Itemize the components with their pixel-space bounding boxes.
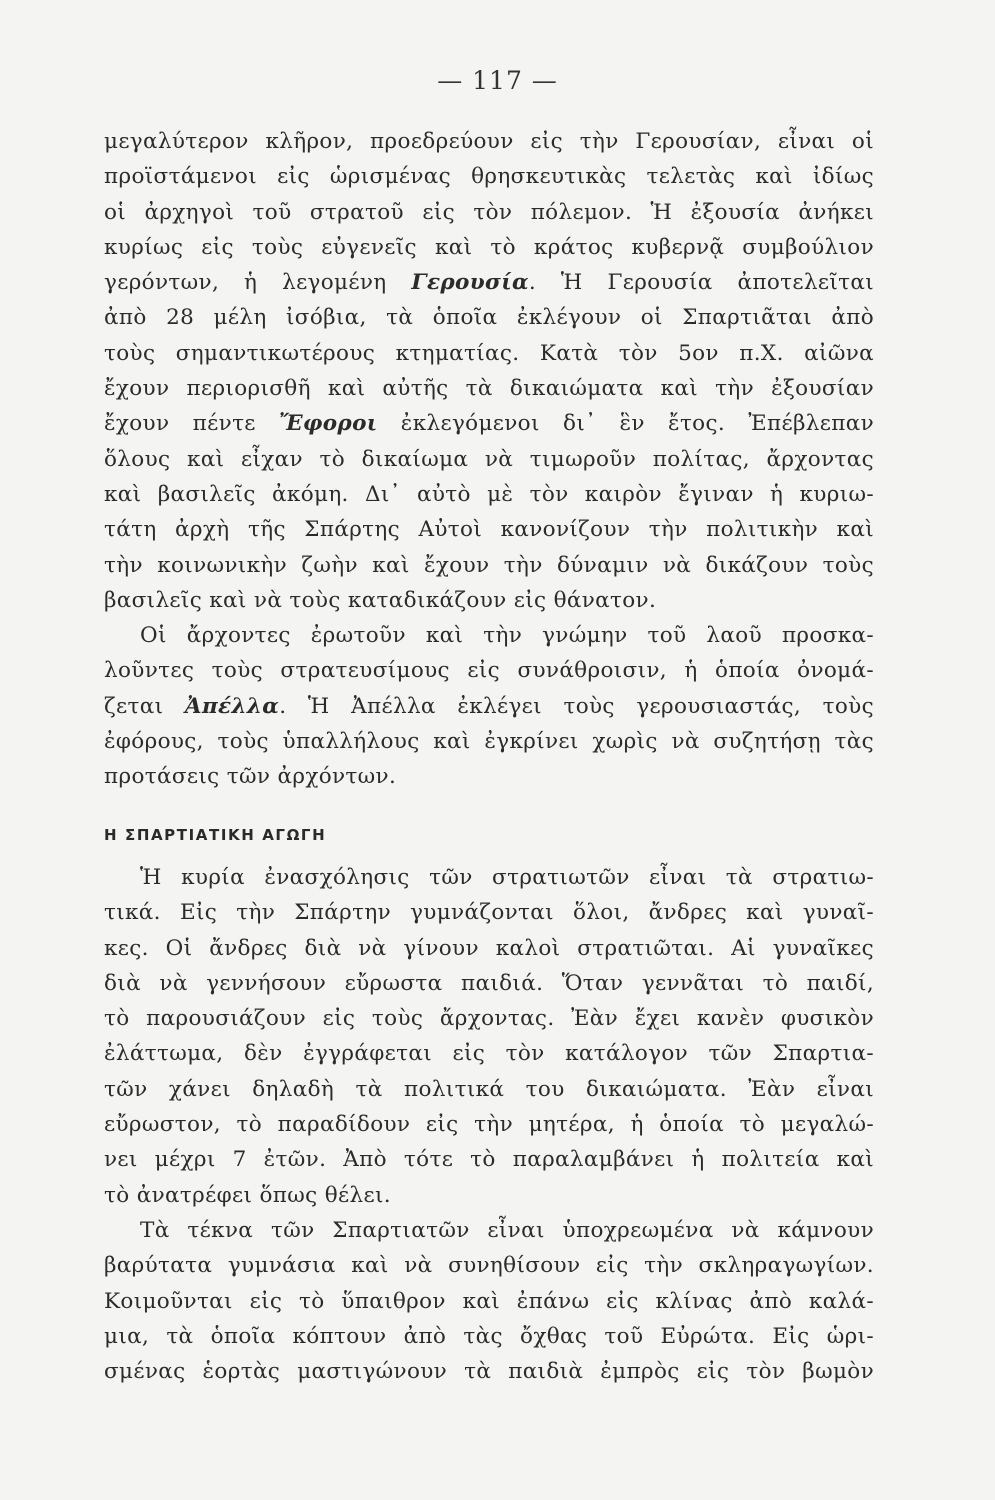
text-line: τὴν κοινωνικὴν ζωὴν καὶ ἔχουν τὴν δύναμιν νὰ δικάζουν τοὺς (104, 552, 874, 578)
text-line: σμένας ἑορτὰς μαστιγώνουν τὰ παιδιὰ ἐμπρὸς εἰς τὸν βωμὸν (104, 1359, 874, 1385)
text-line: προϊστάμενοι εἰς ὡρισμένας θρησκευτικὰς τελετὰς καὶ ἰδίως (104, 164, 874, 190)
text-line: τοὺς σημαντικωτέρους κτηματίας. Κατὰ τὸν 5ον π.Χ. αἰῶνα (104, 340, 874, 366)
text-line: εὔρωστον, τὸ παραδίδουν εἰς τὴν μητέρα, ἡ ὁποία τὸ μεγαλώ- (104, 1112, 874, 1138)
text-line: οἱ ἀρχηγοὶ τοῦ στρατοῦ εἰς τὸν πόλεμον. Ἡ ἐξουσία ἀνήκει (104, 199, 874, 225)
text-line: Οἱ ἄρχοντες ἐρωτοῦν καὶ τὴν γνώμην τοῦ λαοῦ προσκα- (140, 623, 874, 649)
text-line: ἔχουν περιορισθῆ καὶ αὐτῆς τὰ δικαιώματα καὶ τὴν ἐξουσίαν (104, 376, 874, 402)
text-line: Τὰ τέκνα τῶν Σπαρτιατῶν εἶναι ὑποχρεωμένα νὰ κάμνουν (140, 1217, 874, 1243)
text-line: κες. Οἱ ἄνδρες διὰ νὰ γίνουν καλοὶ στρατιῶται. Αἱ γυναῖκες (104, 935, 874, 961)
text-line: γερόντων, ἡ λεγομένη Γερουσία. Ἡ Γερουσία ἀποτελεῖται (104, 270, 874, 296)
page-number: — 117 — (437, 66, 558, 95)
text-line: τικά. Εἰς τὴν Σπάρτην γυμνάζονται ὅλοι, ἄνδρες καὶ γυναῖ- (104, 900, 874, 926)
text-line: καὶ βασιλεῖς ἀκόμη. Δι᾿ αὐτὸ μὲ τὸν καιρὸν ἔγιναν ἡ κυριω- (104, 481, 874, 507)
text-line: κυρίως εἰς τοὺς εὐγενεῖς καὶ τὸ κράτος κυβερνᾷ συμβούλιον (104, 234, 874, 260)
text-line: τὸ ἀνατρέφει ὅπως θέλει. (104, 1182, 391, 1208)
text-line: ἀπὸ 28 μέλη ἰσόβια, τὰ ὁποῖα ἐκλέγουν οἱ Σπαρτιᾶται ἀπὸ (104, 305, 874, 331)
term-apella: Ἀπέλλα (184, 693, 280, 719)
text-line: τάτη ἀρχὴ τῆς Σπάρτης Αὐτοὶ κανονίζουν τὴν πολιτικὴν καὶ (104, 517, 874, 543)
text-line: προτάσεις τῶν ἀρχόντων. (104, 764, 397, 790)
text-line: ζεται Ἀπέλλα. Ἡ Ἀπέλλα ἐκλέγει τοὺς γερουσιαστάς, τοὺς (104, 693, 874, 719)
text-line: τῶν χάνει δηλαδὴ τὰ πολιτικά του δικαιώματα. Ἐὰν εἶναι (104, 1076, 874, 1102)
term-ephoroi: Ἔφοροι (279, 411, 378, 437)
term-gerousia: Γερουσία (411, 270, 529, 296)
text-line: τὸ παρουσιάζουν εἰς τοὺς ἄρχοντας. Ἐὰν ἔχει κανὲν φυσικὸν (104, 1006, 874, 1032)
text-block-government (104, 124, 874, 795)
text-line: ἔχουν πέντε Ἔφοροι ἐκλεγόμενοι δι᾿ ἓν ἔτος. Ἐπέβλεπαν (104, 411, 875, 437)
section-heading: Η ΣΠΑΡΤΙΑΤΙΚΗ ΑΓΩΓΗ (104, 826, 327, 844)
text-line: ὅλους καὶ εἶχαν τὸ δικαίωμα νὰ τιμωροῦν πολίτας, ἄρχοντας (104, 446, 874, 472)
text-line: Κοιμοῦνται εἰς τὸ ὕπαιθρον καὶ ἐπάνω εἰς κλίνας ἀπὸ καλά- (104, 1288, 874, 1314)
text-line: λοῦντες τοὺς στρατευσίμους εἰς συνάθροισιν, ἡ ὁποία ὀνομά- (104, 658, 874, 684)
text-line: διὰ νὰ γεννήσουν εὔρωστα παιδιά. Ὅταν γεννᾶται τὸ παιδί, (104, 970, 874, 996)
text-line: μια, τὰ ὁποῖα κόπτουν ἀπὸ τὰς ὄχθας τοῦ Εὐρώτα. Εἰς ὡρι- (104, 1323, 874, 1349)
text-line: Ἡ κυρία ἐνασχόλησις τῶν στρατιωτῶν εἶναι τὰ στρατιω- (140, 865, 874, 890)
text-line: ἐλάττωμα, δὲν ἐγγράφεται εἰς τὸν κατάλογον τῶν Σπαρτια- (104, 1041, 874, 1067)
text-block-education (104, 860, 874, 1389)
text-line: βαρύτατα γυμνάσια καὶ νὰ συνηθίσουν εἰς τὴν σκληραγωγίων. (104, 1253, 874, 1279)
text-line: μεγαλύτερον κλῆρον, προεδρεύουν εἰς τὴν Γερουσίαν, εἶναι οἱ (104, 129, 874, 154)
text-line: βασιλεῖς καὶ νὰ τοὺς καταδικάζουν εἰς θάνατον. (104, 587, 657, 613)
text-line: ἐφόρους, τοὺς ὑπαλλήλους καὶ ἐγκρίνει χωρὶς νὰ συζητήσῃ τὰς (104, 729, 874, 755)
text-line: νει μέχρι 7 ἐτῶν. Ἀπὸ τότε τὸ παραλαμβάνει ἡ πολιτεία καὶ (104, 1147, 874, 1173)
